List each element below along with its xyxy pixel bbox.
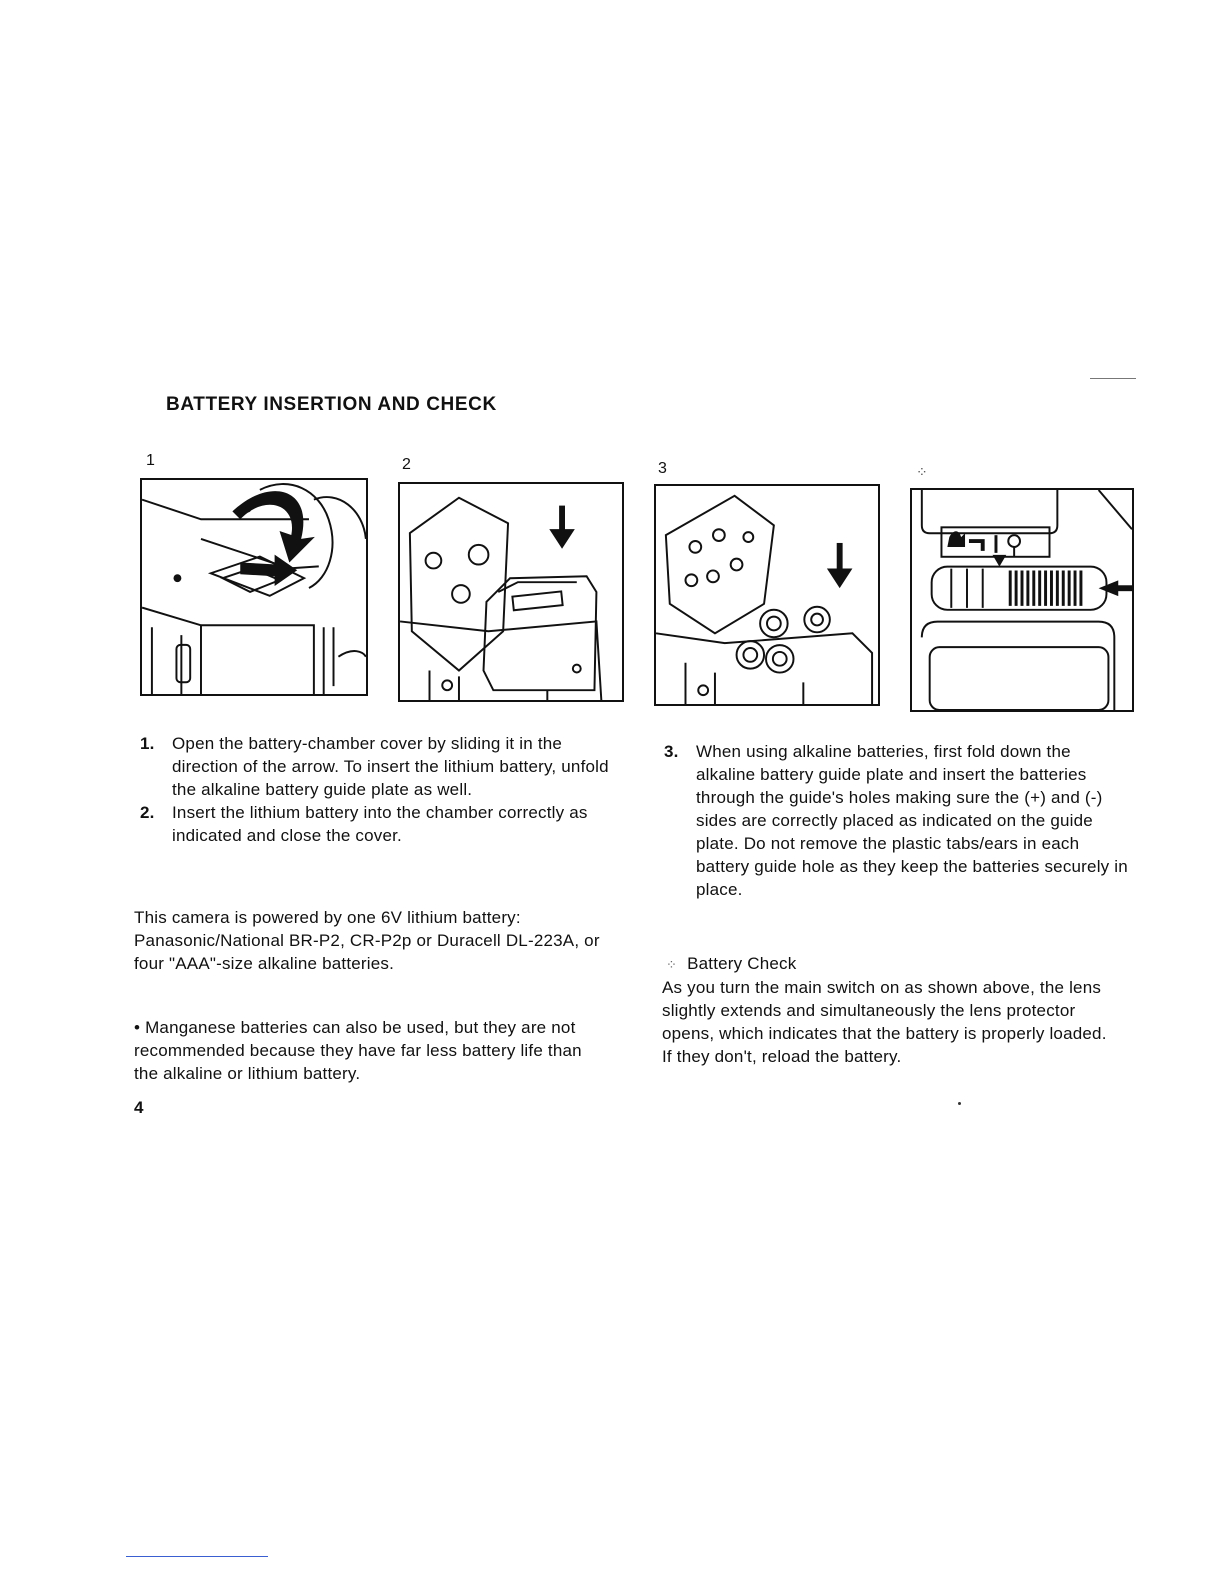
figure-battery-check-drawing (912, 490, 1132, 710)
step-2-number: 2. (140, 803, 155, 822)
figure-insert-alkaline (654, 484, 880, 706)
page-number: 4 (134, 1098, 144, 1117)
page-title: BATTERY INSERTION AND CHECK (166, 394, 497, 415)
figure-battery-check (910, 488, 1134, 712)
top-rule (1090, 378, 1136, 379)
battery-check-text: As you turn the main switch on as shown above, the lens slightly extends and simultaneously the lens protector opens, which indicates that the battery is properly loaded. If they don't, reload the battery. (662, 978, 1107, 1066)
figure-insert-lithium-drawing (400, 484, 622, 700)
step-3-text: When using alkaline batteries, first fold down the alkaline battery guide plate and insert the batteries through the guide's holes making sure the (+) and (-) sides are correctly placed as indicated on the guide plate. Do not remove the plastic tabs/ears in each battery guide hole as they keep the batteries securely in place. (696, 742, 1128, 899)
step-3-number: 3. (664, 742, 679, 761)
step-3 (664, 740, 1134, 901)
figure-2-label: 2 (402, 456, 411, 473)
figure-open-cover (140, 478, 368, 696)
stray-dot (958, 1102, 961, 1105)
bottom-rule (126, 1556, 268, 1557)
battery-check-marker: ⁘ (666, 957, 678, 972)
figure-open-cover-drawing (142, 480, 366, 694)
power-paragraph: This camera is powered by one 6V lithium battery: Panasonic/National BR-P2, CR-P2p or Duracell DL-223A, or four "AAA"-size alkaline batteries. (134, 908, 600, 973)
left-steps-list (140, 732, 610, 847)
step-2 (140, 801, 610, 847)
step-1-text: Open the battery-chamber cover by sliding it in the direction of the arrow. To insert the lithium battery, unfold the alkaline battery guide plate as well. (172, 734, 609, 799)
figure-3-label: 3 (658, 460, 667, 477)
step-1-number: 1. (140, 734, 155, 753)
figure-1-label: 1 (146, 452, 155, 469)
right-column (664, 740, 1134, 901)
figure-insert-lithium (398, 482, 624, 702)
step-2-text: Insert the lithium battery into the chamber correctly as indicated and close the cover. (172, 803, 588, 845)
figure-4-marker: ⁘ (916, 464, 928, 480)
left-column (140, 732, 610, 847)
step-1 (140, 732, 610, 801)
battery-check-heading: Battery Check (687, 954, 797, 973)
figure-insert-alkaline-drawing (656, 486, 878, 704)
right-steps-list (664, 740, 1134, 901)
manganese-note: • Manganese batteries can also be used, but they are not recommended because they have far less battery life than the alkaline or lithium battery. (134, 1018, 582, 1083)
battery-check-heading-row (666, 952, 1106, 976)
